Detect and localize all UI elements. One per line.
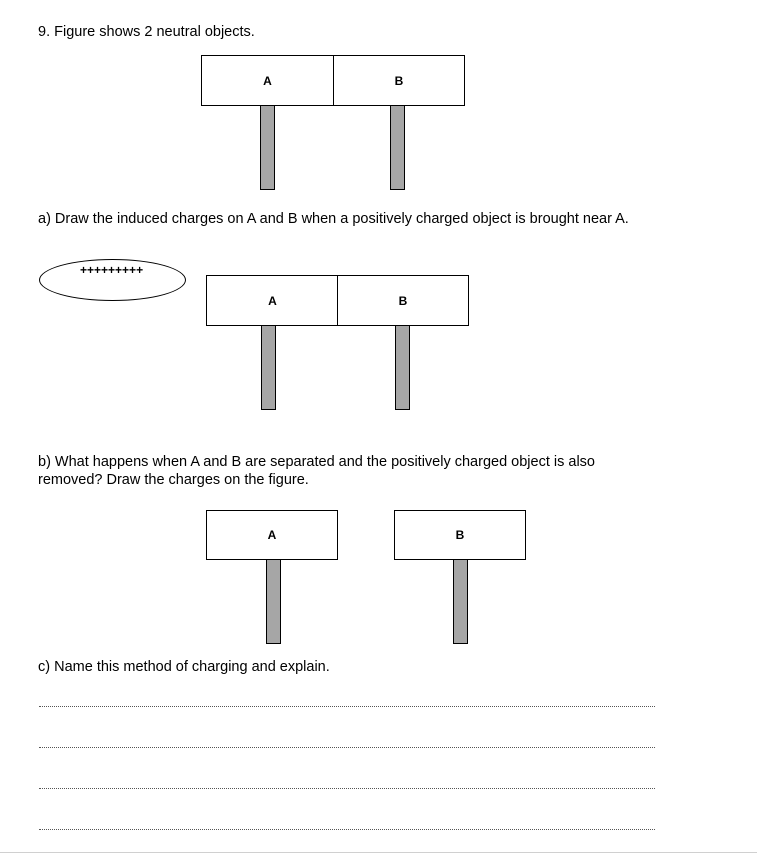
object-a-label: A <box>268 293 277 308</box>
object-b-stand <box>453 559 468 644</box>
object-b-label: B <box>398 293 408 308</box>
answer-line-1[interactable] <box>39 706 655 707</box>
object-a-box <box>206 510 338 560</box>
object-b-label: B <box>455 528 465 542</box>
object-a-stand <box>260 105 275 190</box>
page-bottom-divider <box>0 852 757 853</box>
object-b-stand <box>395 325 410 410</box>
object-b-stand <box>390 105 405 190</box>
charged-object-charges: +++++++++ <box>80 263 144 277</box>
object-b-box <box>337 275 469 326</box>
question-intro: 9. Figure shows 2 neutral objects. <box>38 24 255 40</box>
object-a-stand <box>261 325 276 410</box>
object-a-stand <box>266 559 281 644</box>
question-part-b-line1: b) What happens when A and B are separated and the positively charged object is also <box>38 454 595 470</box>
object-a-label: A <box>267 528 277 542</box>
answer-line-3[interactable] <box>39 788 655 789</box>
object-b-box <box>333 55 465 106</box>
answer-line-4[interactable] <box>39 829 655 830</box>
answer-line-2[interactable] <box>39 747 655 748</box>
question-part-c: c) Name this method of charging and explain. <box>38 659 330 675</box>
object-b-label: B <box>394 73 404 88</box>
object-b-box <box>394 510 526 560</box>
object-a-box <box>201 55 334 106</box>
object-a-label: A <box>263 73 272 88</box>
question-part-b-line2: removed? Draw the charges on the figure. <box>38 472 309 488</box>
object-a-box <box>206 275 339 326</box>
question-part-a: a) Draw the induced charges on A and B when a positively charged object is brought near A. <box>38 211 629 227</box>
